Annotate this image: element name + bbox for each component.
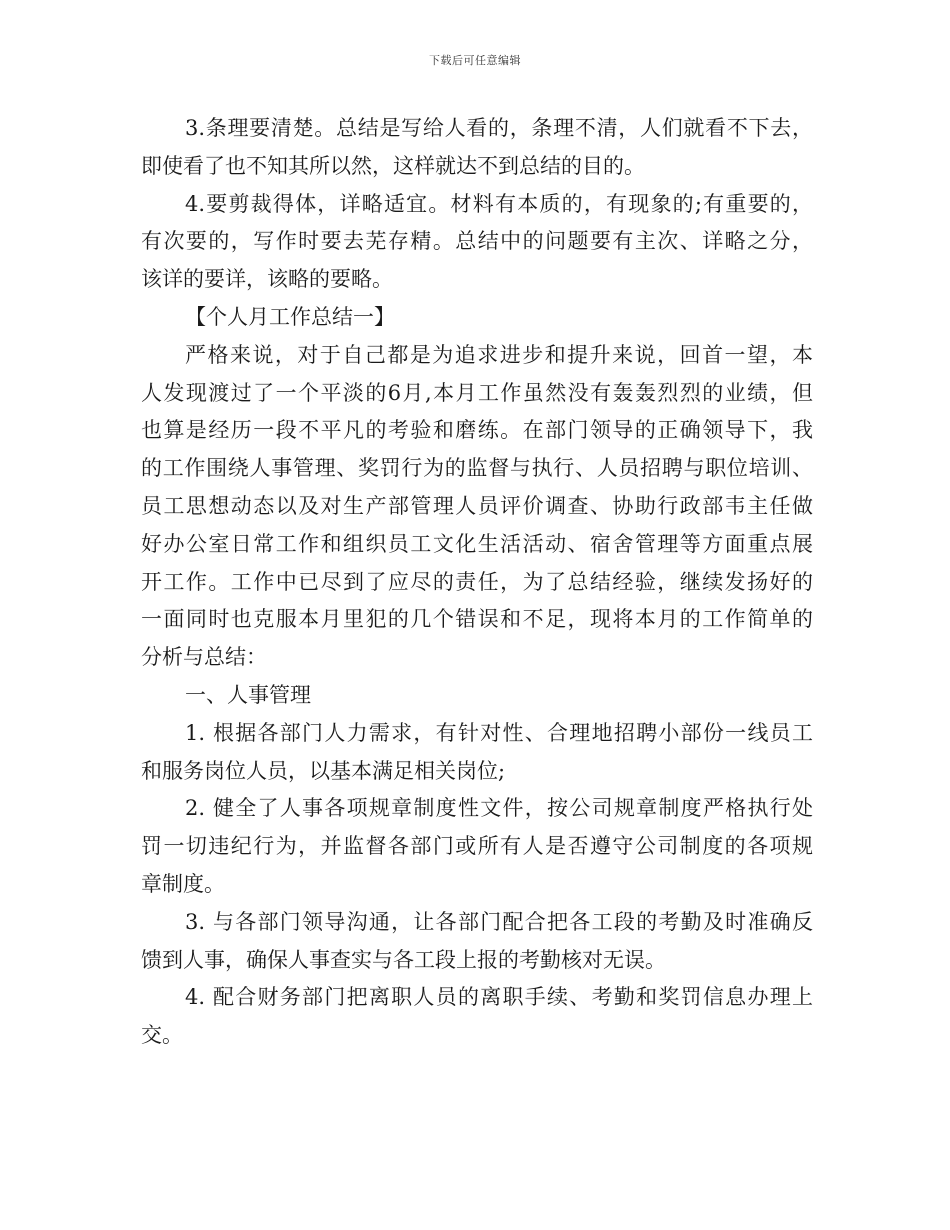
text-line: 该详的要详，该略的要略。 bbox=[141, 267, 393, 292]
text-line: 馈到人事，确保人事查实与各工段上报的考勤核对无误。 bbox=[141, 947, 666, 972]
text-line: 员工思想动态以及对生产部管理人员评价调查、协助行政部韦主任做 bbox=[141, 493, 813, 518]
text-line: 【个人月工作总结一】 bbox=[185, 304, 395, 329]
text-line: 有次要的，写作时要去芜存精。总结中的问题要有主次、详略之分， bbox=[141, 229, 813, 254]
text-line: 罚一切违纪行为，并监督各部门或所有人是否遵守公司制度的各项规 bbox=[141, 834, 813, 859]
document-body bbox=[141, 110, 813, 1055]
text-line: 也算是经历一段不平凡的考验和磨练。在部门领导的正确领导下，我 bbox=[141, 418, 813, 443]
text-line: 和服务岗位人员，以基本满足相关岗位; bbox=[141, 758, 506, 783]
text-line: 分析与总结： bbox=[141, 645, 267, 670]
text-line: 的工作围绕人事管理、奖罚行为的监督与执行、人员招聘与职位培训、 bbox=[141, 456, 813, 481]
text-line: 一面同时也克服本月里犯的几个错误和不足，现将本月的工作简单的 bbox=[141, 607, 813, 632]
text-line: 1. 根据各部门人力需求，有针对性、合理地招聘小部份一线员工 bbox=[185, 720, 813, 745]
text-line: 3. 与各部门领导沟通，让各部门配合把各工段的考勤及时准确反 bbox=[185, 909, 813, 934]
text-line: 2. 健全了人事各项规章制度性文件，按公司规章制度严格执行处 bbox=[185, 796, 813, 821]
text-line: 4.要剪裁得体，详略适宜。材料有本质的，有现象的;有重要的， bbox=[185, 191, 813, 216]
text-line: 即使看了也不知其所以然，这样就达不到总结的目的。 bbox=[141, 153, 645, 178]
text-line: 3.条理要清楚。总结是写给人看的，条理不清，人们就看不下去， bbox=[185, 116, 813, 140]
text-line: 交。 bbox=[141, 1023, 183, 1048]
text-line: 开工作。工作中已尽到了应尽的责任，为了总结经验，继续发扬好的 bbox=[141, 569, 813, 594]
text-line: 章制度。 bbox=[141, 871, 225, 896]
text-line: 人发现渡过了一个平淡的6月,本月工作虽然没有轰轰烈烈的业绩，但 bbox=[141, 380, 813, 405]
text-line: 好办公室日常工作和组织员工文化生活活动、宿舍管理等方面重点展 bbox=[141, 531, 813, 556]
page-header: 下载后可任意编辑 bbox=[429, 54, 521, 67]
text-line: 4. 配合财务部门把离职人员的离职手续、考勤和奖罚信息办理上 bbox=[185, 985, 813, 1010]
text-line: 严格来说，对于自己都是为追求进步和提升来说，回首一望，本 bbox=[185, 342, 813, 367]
text-line: 一、人事管理 bbox=[185, 682, 311, 707]
